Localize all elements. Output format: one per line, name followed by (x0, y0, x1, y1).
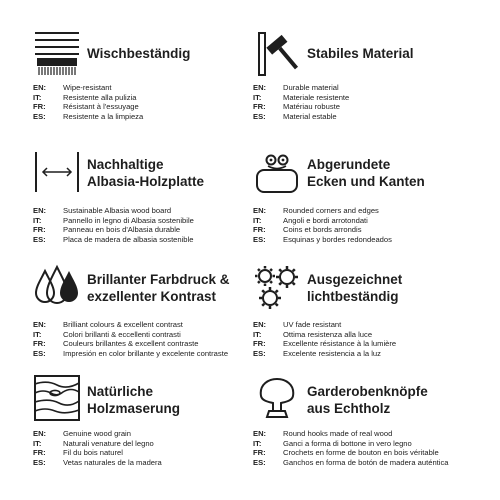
translation-row: IT: Pannello in legno di Albasia sostenibile (33, 215, 194, 225)
translation-row: IT: Materiale resistente (253, 92, 350, 102)
translation-row: IT: Angoli e bordi arrotondati (253, 215, 368, 225)
wood-grain-icon (33, 374, 81, 422)
translation-row: EN: Rounded corners and edges (253, 206, 379, 215)
translation-row: FR: Couleurs brillantes & excellent contraste (33, 339, 199, 349)
rounded-frog-board-icon (253, 148, 301, 196)
translation-row: IT: Ganci a forma di bottone in vero legno (253, 438, 412, 448)
feature-title: Abgerundete Ecken und Kanten (307, 157, 425, 189)
translation-row: EN: Brilliant colours & excellent contrast (33, 320, 183, 329)
translation-row: IT: Naturali venature del legno (33, 438, 154, 448)
translation-list (253, 83, 349, 121)
translation-row: ES: Impresión en color brillante y excelente contraste (33, 348, 229, 358)
translation-list (253, 320, 396, 358)
translation-list (33, 429, 162, 467)
translation-row: EN: Genuine wood grain (33, 429, 131, 438)
feature-albasia-board (33, 148, 278, 266)
hammer-board-icon (253, 30, 301, 78)
translation-row: FR: Coins et bords arrondis (253, 225, 362, 235)
translation-row: ES: Esquinas y bordes redondeados (253, 234, 392, 244)
translation-row: EN: Durable material (253, 83, 339, 92)
feature-durable-material (253, 30, 498, 148)
feature-title: Brillanter Farbdruck & exzellenter Kontrast (87, 272, 230, 304)
translation-list (253, 429, 448, 467)
translation-row: ES: Resistente a la limpieza (33, 111, 144, 121)
ink-drops-icon (33, 263, 81, 311)
feature-title: Stabiles Material (307, 46, 414, 61)
translation-list (33, 83, 143, 121)
translation-row: FR: Panneau en bois d'Albasia durable (33, 225, 181, 235)
feature-title: Nachhaltige Albasia-Holzplatte (87, 157, 205, 189)
feature-title: Natürliche Holzmaserung (87, 384, 181, 416)
sun-gears-icon (253, 263, 301, 311)
translation-list (33, 320, 228, 358)
translation-row: FR: Excellente résistance à la lumière (253, 339, 397, 349)
brush-wipe-icon (33, 30, 81, 78)
feature-title: Wischbeständig (87, 46, 191, 61)
translation-row: FR: Fil du bois naturel (33, 448, 123, 458)
knob-icon (253, 374, 301, 422)
feature-lightfast (253, 263, 498, 381)
translation-row: FR: Matériau robuste (253, 102, 340, 112)
translation-list (253, 206, 392, 244)
translation-row: EN: Sustainable Albasia wood board (33, 206, 172, 215)
translation-list (33, 206, 194, 244)
translation-row: ES: Excelente resistencia a la luz (253, 348, 381, 358)
feature-title: Garderobenknöpfe aus Echtholz (307, 384, 428, 416)
translation-row: EN: Wipe-resistant (33, 83, 112, 92)
translation-row: ES: Ganchos en forma de botón de madera auténtica (253, 457, 449, 467)
translation-row: FR: Crochets en forme de bouton en bois véritable (253, 448, 439, 458)
board-width-icon (33, 148, 81, 196)
translation-row: FR: Résistant à l'essuyage (33, 102, 139, 112)
feature-color-print (33, 263, 278, 381)
feature-wooden-knobs (253, 374, 498, 492)
translation-row: ES: Vetas naturales de la madera (33, 457, 162, 467)
feature-rounded-corners (253, 148, 498, 266)
feature-wipe-resistant (33, 30, 278, 148)
translation-row: EN: UV fade resistant (253, 320, 342, 329)
feature-title: Ausgezeichnet lichtbeständig (307, 272, 403, 304)
translation-row: IT: Colori brillanti & eccellenti contrasti (33, 329, 181, 339)
translation-row: IT: Resistente alla pulizia (33, 92, 137, 102)
translation-row: IT: Ottima resistenza alla luce (253, 329, 373, 339)
translation-row: ES: Placa de madera de albasia sostenible (33, 234, 194, 244)
translation-row: EN: Round hooks made of real wood (253, 429, 393, 438)
feature-wood-grain (33, 374, 278, 492)
translation-row: ES: Material estable (253, 111, 337, 121)
